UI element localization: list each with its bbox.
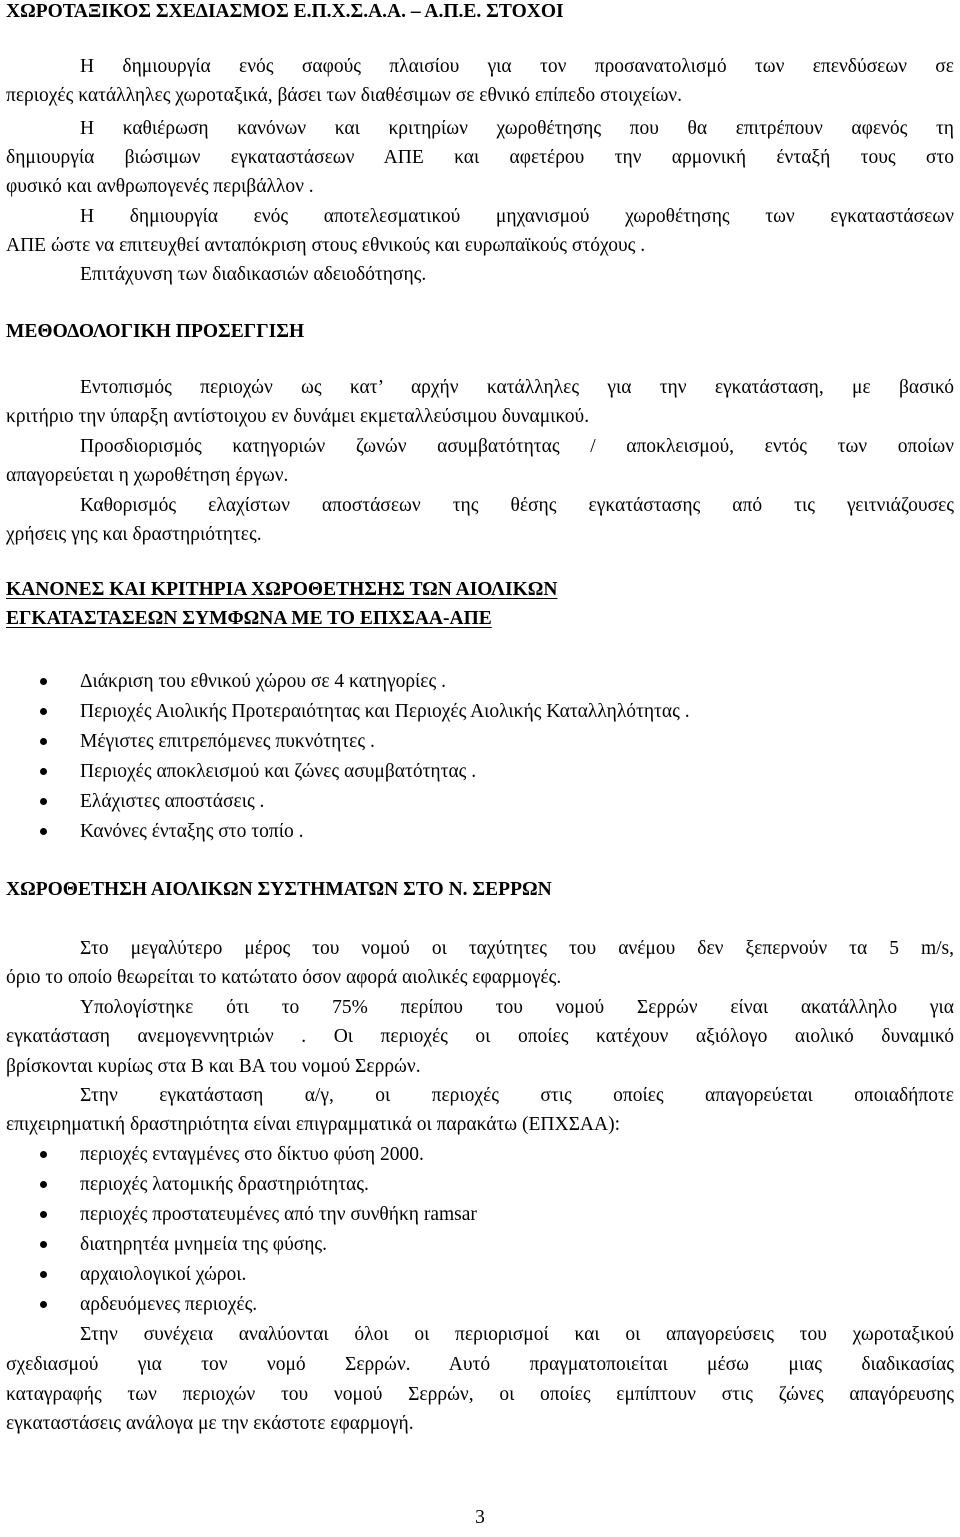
list-item: Περιοχές Αιολικής Προτεραιότητας και Περιοχές Αιολικής Καταλληλότητας . (80, 701, 690, 722)
serres-p4-line-3: καταγραφής των περιοχών του νομού Σερρών, οι οποίες εμπίπτουν στις ζώνες απαγόρευσης (6, 1384, 954, 1405)
list-item: αρχαιολογικοί χώροι. (80, 1264, 247, 1285)
rules-heading-line-1: ΚΑΝΟΝΕΣ ΚΑΙ ΚΡΙΤΗΡΙΑ ΧΩΡΟΘΕΤΗΣΗΣ ΤΩΝ ΑΙΟΛΙΚΩΝ (6, 579, 558, 600)
page-number: 3 (475, 1507, 485, 1528)
bullet-icon (40, 1151, 47, 1158)
serres-p2-line-1: Υπολογίστηκε ότι το 75% περίπου του νομού Σερρών είναι ακατάλληλο για (80, 997, 954, 1018)
bullet-icon (40, 1241, 47, 1248)
serres-p2-line-2: εγκατάσταση ανεμογεννητριών . Οι περιοχές οι οποίες κατέχουν αξιόλογο αιολικό δυναμικό (6, 1026, 954, 1047)
serres-p3-line-1: Στην εγκατάσταση α/γ, οι περιοχές στις οποίες απαγορεύεται οποιαδήποτε (80, 1085, 954, 1106)
serres-p4-line-4: εγκαταστάσεις ανάλογα με την εκάστοτε εφαρμογή. (6, 1413, 414, 1434)
goal-2-line-2: δημιουργία βιώσιμων εγκαταστάσεων ΑΠΕ και αφετέρου την αρμονική ένταξή τους στο (6, 147, 954, 168)
bullet-icon (40, 1211, 47, 1218)
rules-heading-line-2: ΕΓΚΑΤΑΣΤΑΣΕΩΝ ΣΥΜΦΩΝΑ ΜΕ ΤΟ ΕΠΧΣΑΑ-ΑΠΕ (6, 608, 492, 629)
methodology-heading: ΜΕΘΟΔΟΛΟΓΙΚΗ ΠΡΟΣΕΓΓΙΣΗ (6, 321, 305, 342)
list-item: περιοχές προστατευμένες από την συνθήκη ramsar (80, 1204, 477, 1225)
method-1-line-1: Εντοπισμός περιοχών ως κατ’ αρχήν κατάλληλες για την εγκατάσταση, με βασικό (80, 377, 954, 398)
method-3-line-2: χρήσεις γης και δραστηριότητες. (6, 524, 262, 545)
serres-p2-line-3: βρίσκονται κυρίως στα Β και ΒΑ του νομού Σερρών. (6, 1056, 421, 1077)
bullet-icon (40, 798, 47, 805)
list-item: Ελάχιστες αποστάσεις . (80, 791, 265, 812)
goal-1-line-2: περιοχές κατάλληλες χωροταξικά, βάσει των διαθέσιμων σε εθνικό επίπεδο στοιχείων. (6, 85, 682, 106)
bullet-icon (40, 1181, 47, 1188)
goal-3-line-2: ΑΠΕ ώστε να επιτευχθεί ανταπόκριση στους εθνικούς και ευρωπαϊκούς στόχους . (6, 235, 646, 256)
list-item: διατηρητέα μνημεία της φύσης. (80, 1234, 328, 1255)
list-item: αρδευόμενες περιοχές. (80, 1294, 258, 1315)
list-item: Κανόνες ένταξης στο τοπίο . (80, 821, 304, 842)
bullet-icon (40, 1301, 47, 1308)
page-title: ΧΩΡΟΤΑΞΙΚΟΣ ΣΧΕΔΙΑΣΜΟΣ Ε.Π.Χ.Σ.Α.Α. – Α.Π.Ε. ΣΤΟΧΟΙ (6, 1, 564, 22)
serres-p3-line-2: επιχειρηματική δραστηριότητα είναι επιγραμματικά οι παρακάτω (ΕΠΧΣΑΑ): (6, 1114, 621, 1135)
list-item: περιοχές ενταγμένες στο δίκτυο φύση 2000. (80, 1144, 424, 1165)
goal-2-line-3: φυσικό και ανθρωπογενές περιβάλλον . (6, 176, 314, 197)
list-item: Διάκριση του εθνικού χώρου σε 4 κατηγορίες . (80, 671, 446, 692)
goal-4-line-1: Επιτάχυνση των διαδικασιών αδειοδότησης. (80, 264, 427, 285)
bullet-icon (40, 738, 47, 745)
list-item: Περιοχές αποκλεισμού και ζώνες ασυμβατότητας . (80, 761, 477, 782)
list-item: Μέγιστες επιτρεπόμενες πυκνότητες . (80, 731, 375, 752)
method-2-line-1: Προσδιορισμός κατηγοριών ζωνών ασυμβατότητας / αποκλεισμού, εντός των οποίων (80, 436, 954, 457)
goal-1-line-1: Η δημιουργία ενός σαφούς πλαισίου για τον προσανατολισμό των επενδύσεων σε (80, 56, 954, 77)
bullet-icon (40, 1271, 47, 1278)
serres-p4-line-2: σχεδιασμού για τον νομό Σερρών. Αυτό πραγματοποιείται μέσω μιας διαδικασίας (6, 1354, 954, 1375)
goal-3-line-1: Η δημιουργία ενός αποτελεσματικού μηχανισμού χωροθέτησης των εγκαταστάσεων (80, 206, 954, 227)
serres-heading: ΧΩΡΟΘΕΤΗΣΗ ΑΙΟΛΙΚΩΝ ΣΥΣΤΗΜΑΤΩΝ ΣΤΟ Ν. ΣΕΡΡΩΝ (6, 879, 552, 900)
method-3-line-1: Καθορισμός ελαχίστων αποστάσεων της θέσης εγκατάστασης από τις γειτνιάζουσες (80, 495, 954, 516)
list-item: περιοχές λατομικής δραστηριότητας. (80, 1174, 369, 1195)
bullet-icon (40, 708, 47, 715)
bullet-icon (40, 768, 47, 775)
serres-p1-line-1: Στο μεγαλύτερο μέρος του νομού οι ταχύτητες του ανέμου δεν ξεπερνούν τα 5 m/s, (80, 938, 954, 959)
serres-p4-line-1: Στην συνέχεια αναλύονται όλοι οι περιορισμοί και οι απαγορεύσεις του χωροταξικού (80, 1324, 954, 1345)
method-1-line-2: κριτήριο την ύπαρξη αντίστοιχου εν δυνάμει εκμεταλλεύσιμου δυναμικού. (6, 406, 590, 427)
goal-2-line-1: Η καθιέρωση κανόνων και κριτηρίων χωροθέτησης που θα επιτρέπουν αφενός τη (80, 118, 954, 139)
serres-p1-line-2: όριο το οποίο θεωρείται το κατώτατο όσον αφορά αιολικές εφαρμογές. (6, 967, 562, 988)
method-2-line-2: απαγορεύεται η χωροθέτηση έργων. (6, 465, 289, 486)
bullet-icon (40, 828, 47, 835)
bullet-icon (40, 678, 47, 685)
